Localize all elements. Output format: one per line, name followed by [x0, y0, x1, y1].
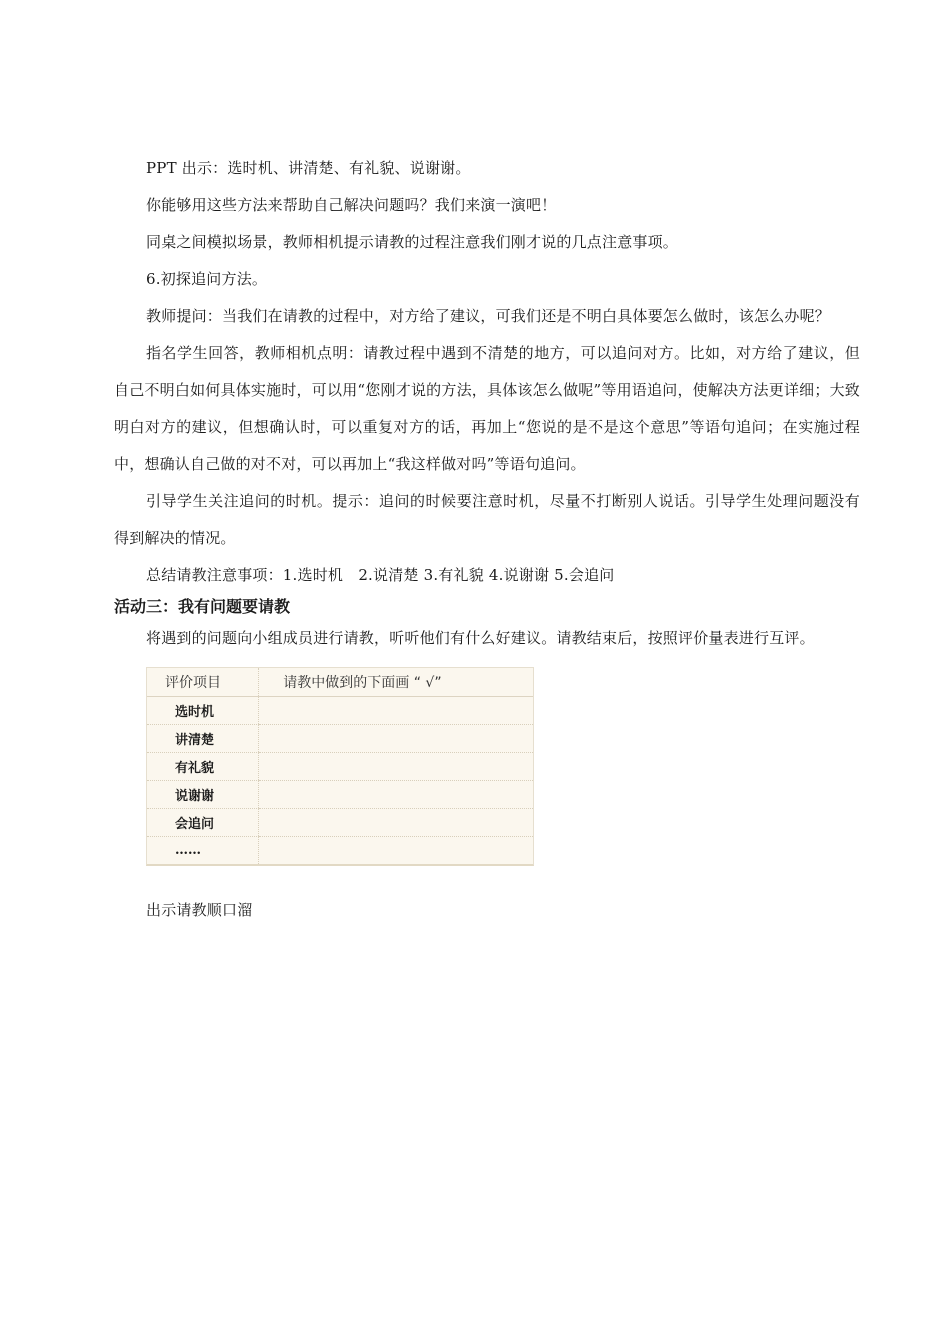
table-row	[147, 753, 533, 781]
paragraph-ppt: PPT 出示：选时机、讲清楚、有礼貌、说谢谢。	[146, 159, 471, 177]
evaluation-table	[147, 668, 533, 864]
row-label: 说谢谢	[147, 781, 259, 809]
row-label: 选时机	[147, 697, 259, 725]
paragraph-show-rhyme: 出示请教顺口溜	[146, 901, 253, 919]
table-row	[147, 725, 533, 753]
row-label: 会追问	[147, 809, 259, 837]
paragraph-timing: 引导学生关注追问的时机。提示：追问的时候要注意时机，尽量不打断别人说话。引导学生处理问题没有得到解决的情况。	[114, 492, 860, 547]
row-label: 有礼貌	[147, 753, 259, 781]
paragraph-activity-instructions: 将遇到的问题向小组成员进行请教，听听他们有什么好建议。请教结束后，按照评价量表进行互评。	[146, 629, 815, 647]
paragraph-teacher-question: 教师提问：当我们在请教的过程中，对方给了建议，可我们还是不明白具体要怎么做时，该怎么办呢？	[146, 307, 831, 325]
paragraph-question: 你能够用这些方法来帮助自己解决问题吗？我们来演一演吧！	[146, 196, 557, 214]
paragraph-simulation: 同桌之间模拟场景，教师相机提示请教的过程注意我们刚才说的几点注意事项。	[146, 233, 679, 251]
row-label: ……	[175, 843, 201, 858]
paragraph-summary: 总结请教注意事项：1.选时机 2.说清楚 3.有礼貌 4.说谢谢 5.会追问	[146, 566, 615, 584]
header-check-column: 请教中做到的下面画 “ √”	[259, 668, 533, 697]
table-row	[147, 837, 533, 865]
section-heading-activity-3: 活动三：我有问题要请教	[114, 597, 291, 616]
check-cell	[259, 781, 533, 809]
check-cell	[259, 697, 533, 725]
table-row	[147, 809, 533, 837]
check-cell	[259, 753, 533, 781]
check-cell	[259, 809, 533, 837]
table-header-row	[147, 668, 533, 697]
paragraph-follow-up-explanation: 指名学生回答，教师相机点明：请教过程中遇到不清楚的地方，可以追问对方。比如，对方给了建议，但自己不明白如何具体实施时，可以用“您刚才说的方法，具体该怎么做呢”等用语追问，使解决方法更详细；大致明白对方的建议，但想确认时，可以重复对方的话，再加上“您说的是不是这个意思”等语句追问；在实施过程中，想确认自己做的对不对，可以再加上“我这样做对吗”等语句追问。	[114, 344, 860, 473]
row-label: 讲清楚	[147, 725, 259, 753]
header-eval-item: 评价项目	[147, 668, 259, 697]
paragraph-step-6: 6.初探追问方法。	[146, 270, 268, 288]
check-cell	[259, 725, 533, 753]
check-cell	[259, 837, 533, 865]
document-body	[114, 150, 860, 929]
table-row	[147, 697, 533, 725]
table-row	[147, 781, 533, 809]
evaluation-table-container	[146, 667, 534, 866]
